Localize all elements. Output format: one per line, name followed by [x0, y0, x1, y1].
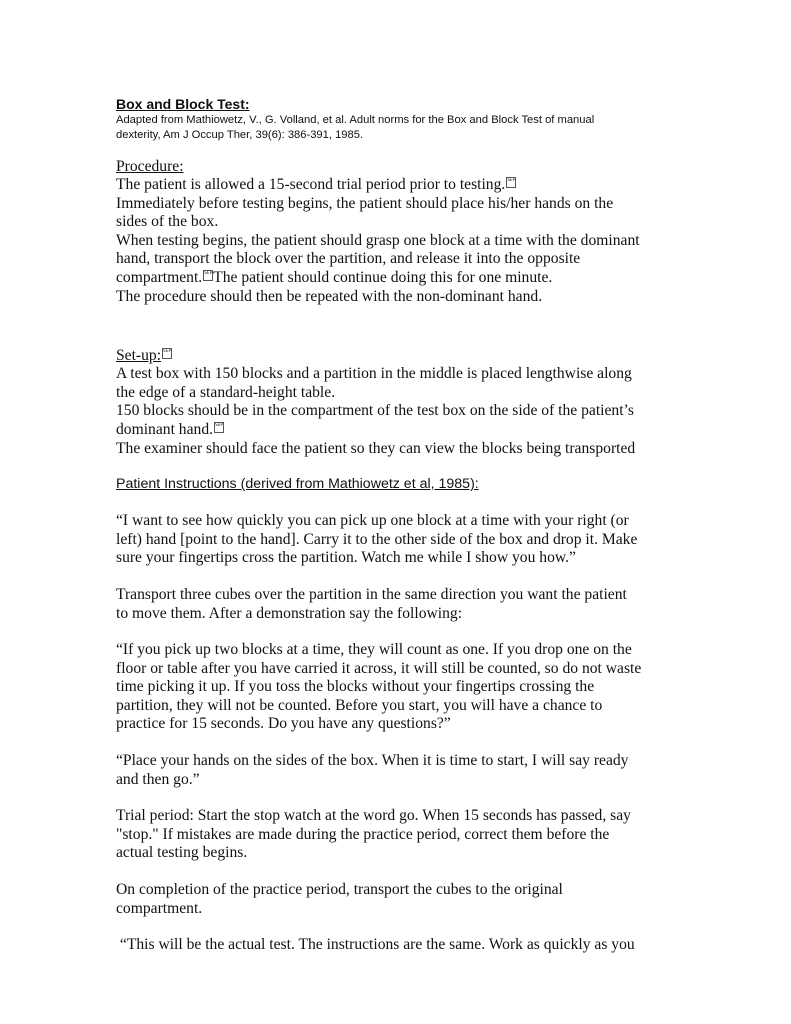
- sep-icon: SEP: [506, 177, 516, 188]
- instruction-line: Transport three cubes over the partition in the same direction you want the patient: [116, 585, 627, 603]
- setup-line-text: dominant hand.: [116, 420, 214, 438]
- instruction-line: partition, they will not be counted. Before you start, you will have a chance to: [116, 696, 603, 714]
- instruction-paragraph: [116, 936, 676, 955]
- instruction-paragraph: [116, 512, 676, 568]
- procedure-line-text: The patient should continue doing this for one minute.: [213, 268, 553, 286]
- document-page: [116, 96, 676, 955]
- instruction-line: “If you pick up two blocks at a time, they will count as one. If you drop one on the: [116, 641, 632, 659]
- instruction-paragraph: [116, 807, 676, 863]
- procedure-line: Immediately before testing begins, the patient should place his/her hands on the: [116, 194, 614, 212]
- procedure-line: hand, transport the block over the partition, and release it into the opposite: [116, 250, 581, 268]
- procedure-line-text: compartment.: [116, 268, 203, 286]
- instruction-line: left) hand [point to the hand]. Carry it to the other side of the box and drop it. Make: [116, 530, 638, 548]
- instruction-line: sure your fingertips cross the partition. Watch me while I show you how.”: [116, 549, 576, 567]
- document-title: Box and Block Test:: [116, 96, 250, 112]
- instruction-line: time picking it up. If you toss the blocks without your fingertips crossing the: [116, 678, 595, 696]
- setup-heading-text: Set-up:: [116, 347, 162, 365]
- instruction-line: to move them. After a demonstration say the following:: [116, 604, 463, 622]
- instruction-line: practice for 15 seconds. Do you have any questions?”: [116, 715, 451, 733]
- setup-section: [116, 346, 676, 458]
- procedure-line: [116, 176, 676, 195]
- setup-line: A test box with 150 blocks and a partition in the middle is placed lengthwise along: [116, 365, 632, 383]
- instruction-paragraph: [116, 881, 676, 918]
- citation-line-1: Adapted from Mathiowetz, V., G. Volland, et al. Adult norms for the Box and Block Test of manual: [116, 114, 595, 126]
- sep-icon: SEP: [203, 270, 213, 281]
- instruction-paragraph: [116, 752, 676, 789]
- setup-line: [116, 421, 676, 440]
- procedure-line-text: The patient is allowed a 15-second trial period prior to testing.: [116, 176, 506, 193]
- setup-line: The examiner should face the patient so they can view the blocks being transported: [116, 439, 636, 457]
- procedure-section: [116, 157, 676, 306]
- procedure-heading: Procedure:: [116, 158, 184, 175]
- sep-icon: SEP: [162, 348, 172, 359]
- instruction-line: Trial period: Start the stop watch at the word go. When 15 seconds has passed, say: [116, 807, 631, 825]
- instruction-line: “Place your hands on the sides of the box. When it is time to start, I will say ready: [116, 752, 629, 770]
- instruction-paragraph: [116, 641, 676, 734]
- procedure-line: When testing begins, the patient should grasp one block at a time with the dominant: [116, 231, 640, 249]
- instruction-line: “I want to see how quickly you can pick up one block at a time with your right (or: [116, 512, 629, 530]
- instruction-line: floor or table after you have carried it across, it will still be counted, so do not waste: [116, 659, 642, 677]
- procedure-line: The procedure should then be repeated with the non-dominant hand.: [116, 287, 543, 305]
- setup-line: the edge of a standard-height table.: [116, 383, 336, 401]
- instruction-line: "stop." If mistakes are made during the practice period, correct them before the: [116, 825, 610, 843]
- setup-heading: [116, 346, 676, 365]
- instruction-paragraph: [116, 586, 676, 623]
- instruction-line: actual testing begins.: [116, 844, 248, 862]
- procedure-line: [116, 269, 676, 288]
- citation-line-2: dexterity, Am J Occup Ther, 39(6): 386-391, 1985.: [116, 129, 364, 141]
- setup-line: 150 blocks should be in the compartment of the test box on the side of the patient’s: [116, 402, 634, 420]
- instruction-line: compartment.: [116, 899, 203, 917]
- instruction-line: On completion of the practice period, transport the cubes to the original: [116, 881, 563, 899]
- instructions-heading: Patient Instructions (derived from Mathiowetz et al, 1985):: [116, 476, 479, 493]
- instruction-line: and then go.”: [116, 770, 200, 788]
- instructions-section: [116, 475, 676, 955]
- procedure-line: sides of the box.: [116, 213, 219, 231]
- sep-icon: SEP: [214, 422, 224, 433]
- instruction-line: “This will be the actual test. The instructions are the same. Work as quickly as you: [116, 936, 635, 954]
